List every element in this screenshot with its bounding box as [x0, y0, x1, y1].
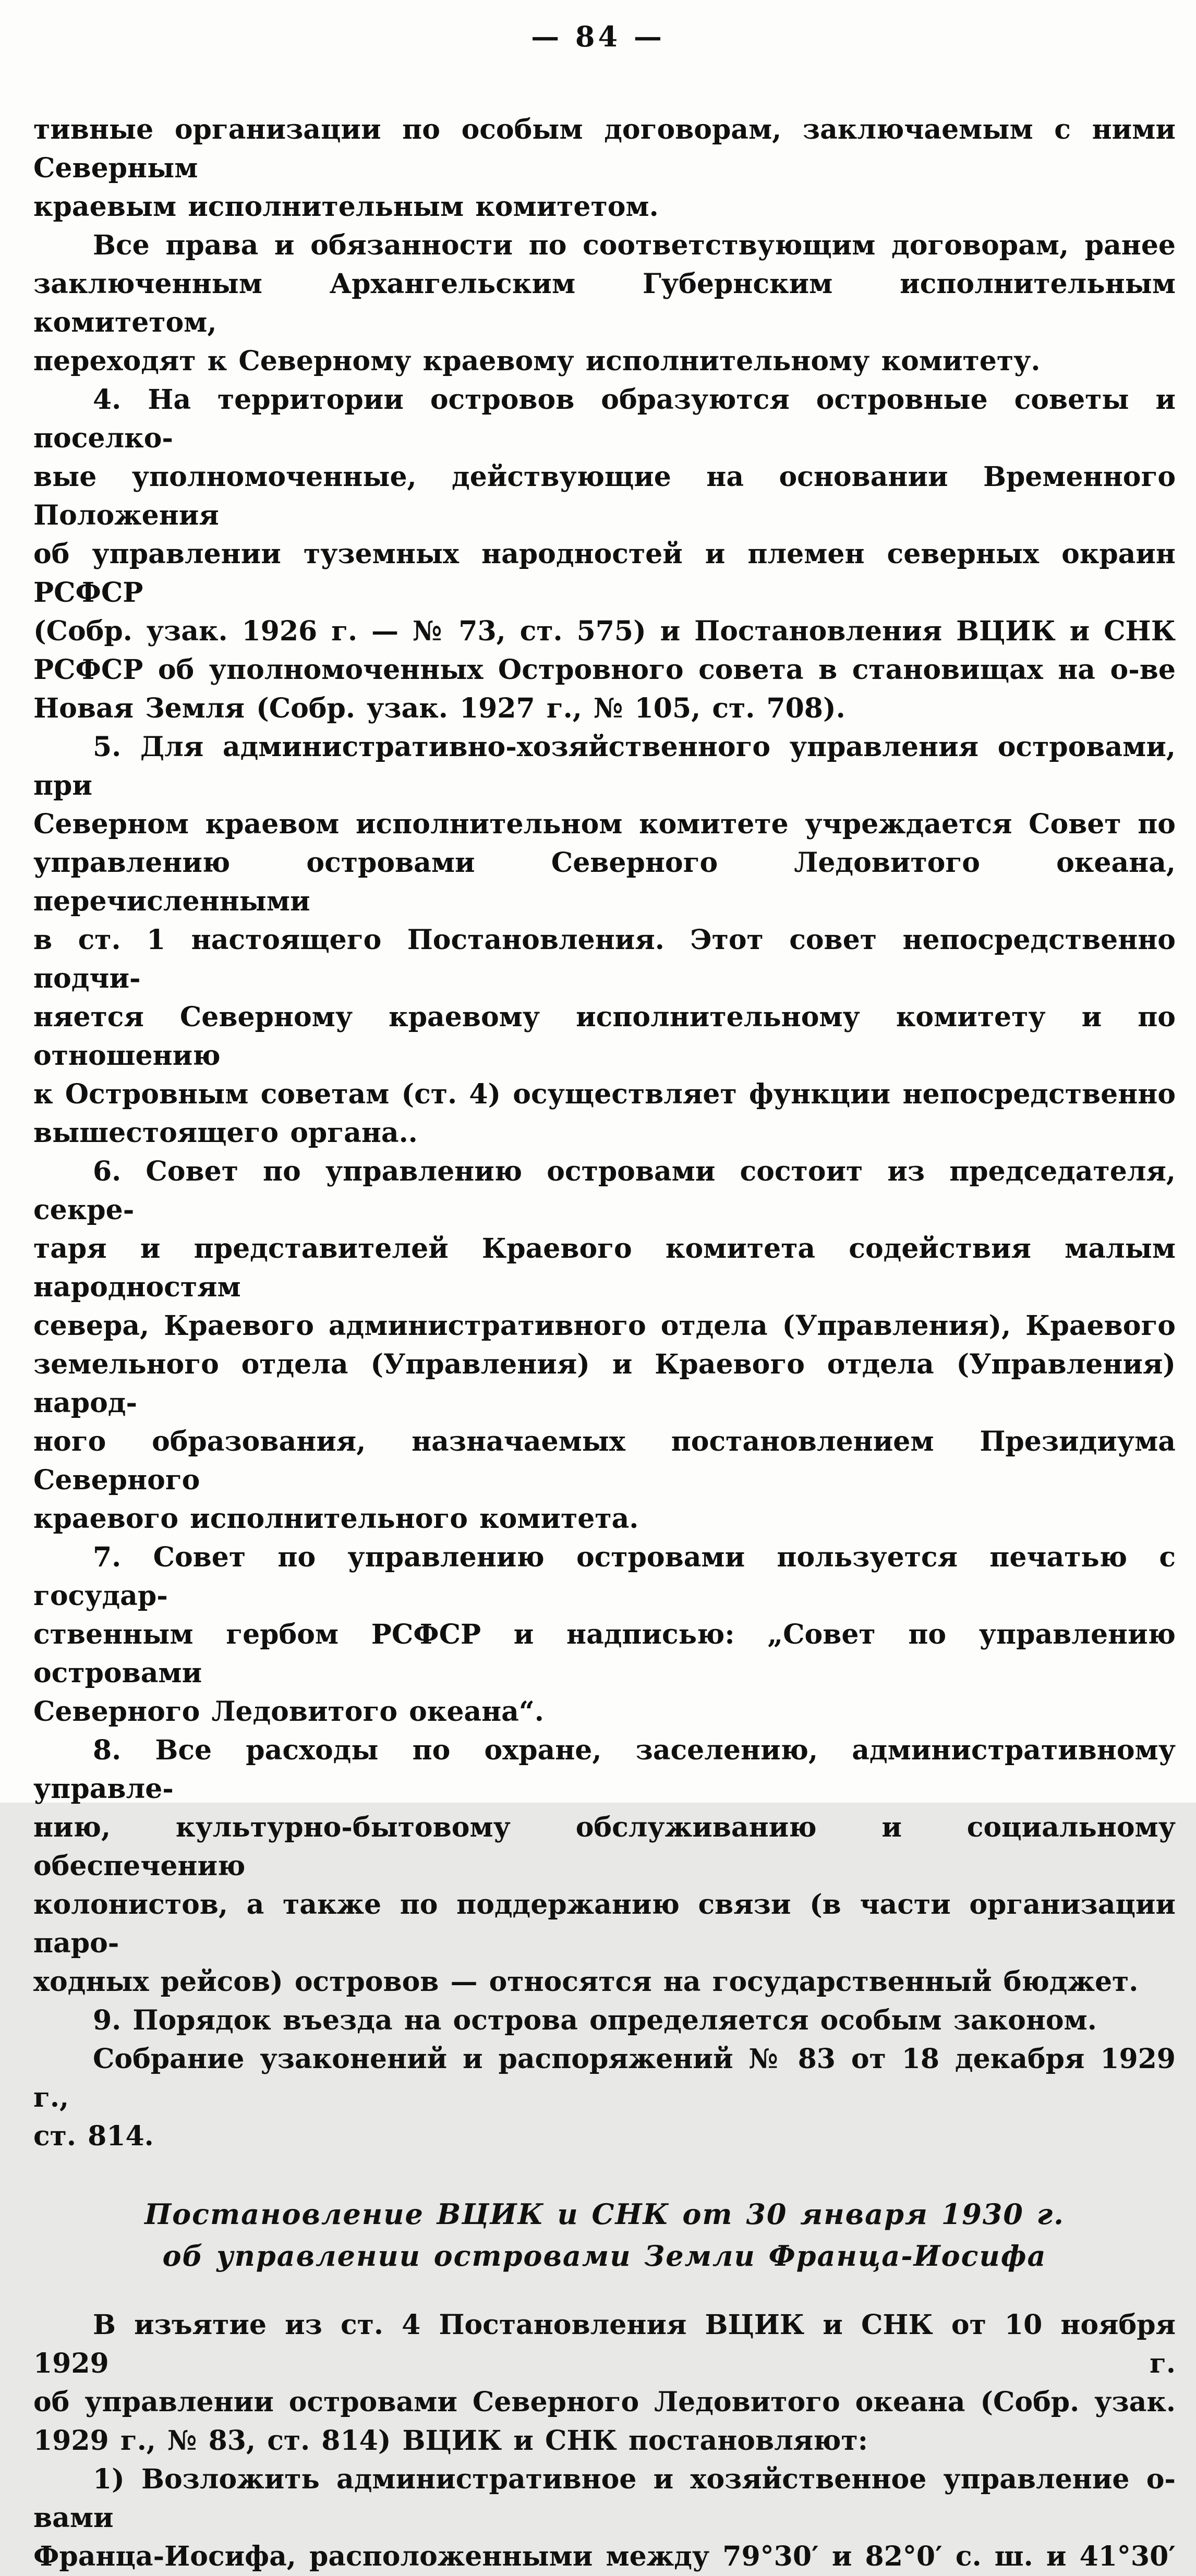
text-line: краевого исполнительного комитета.: [33, 1503, 639, 1535]
text-line: 9. Порядок въезда на острова определяется особым законом.: [93, 2004, 1097, 2036]
text-line: переходят к Северному краевому исполнительному комитету.: [33, 345, 1041, 377]
text-line: (Собр. узак. 1926 г. — № 73, ст. 575) и Постановления ВЦИК и СНК: [33, 615, 1176, 647]
text-line: Все права и обязанности по соответствующим договорам, ранее: [93, 229, 1176, 261]
text-line: ст. 814.: [33, 2120, 154, 2152]
text-line: Северном краевом исполнительном комитете учреждается Совет по: [33, 808, 1176, 840]
text-line: ственным гербом РСФСР и надписью: „Совет по управлению островами: [33, 1619, 1176, 1689]
text-line: колонистов, а также по поддержанию связи (в части организации паро-: [33, 1889, 1176, 1959]
text-line: управлению островами Северного Ледовитого океана, перечисленными: [33, 847, 1176, 917]
text-line: в ст. 1 настоящего Постановления. Этот совет непосредственно подчи-: [33, 924, 1176, 994]
text-line: об управлении островами Северного Ледовитого океана (Собр. узак.: [33, 2386, 1176, 2418]
decree-heading-line: Постановление ВЦИК и СНК от 30 января 1930 г.: [144, 2197, 1065, 2231]
text-line: 1) Возложить административное и хозяйственное управление о-вами: [33, 2463, 1176, 2534]
text-line: Собрание узаконений и распоряжений № 83 от 18 декабря 1929 г.,: [33, 2043, 1176, 2113]
text-line: вышестоящего органа..: [33, 1117, 418, 1149]
text-line: об управлении туземных народностей и племен северных окраин РСФСР: [33, 538, 1176, 609]
text-line: Новая Земля (Собр. узак. 1927 г., № 105, ст. 708).: [33, 692, 845, 724]
text-line: В изъятие из ст. 4 Постановления ВЦИК и СНК от 10 ноября 1929 г.: [33, 2309, 1176, 2379]
text-line: земельного отдела (Управления) и Краевого отдела (Управления) народ-: [33, 1348, 1176, 1419]
text-line: тивные организации по особым договорам, заключаемым с ними Северным: [33, 114, 1176, 184]
text-line: ного образования, назначаемых постановлением Президиума Северного: [33, 1426, 1176, 1496]
text-line: 8. Все расходы по охране, заселению, административному управле-: [33, 1734, 1176, 1805]
text-line: нию, культурно-бытовому обслуживанию и социальному обеспечению: [33, 1812, 1176, 1882]
decree-heading-line: об управлении островами Земли Франца-Иосифа: [162, 2239, 1047, 2273]
text-line: няется Северному краевому исполнительному комитету и по отношению: [33, 1001, 1176, 1072]
text-line: севера, Краевого административного отдела (Управления), Краевого: [33, 1310, 1176, 1342]
text-line: таря и представителей Краевого комитета содействия малым народностям: [33, 1233, 1176, 1303]
text-line: вые уполномоченные, действующие на основании Временного Положения: [33, 461, 1176, 531]
text-line: 1929 г., № 83, ст. 814) ВЦИК и СНК постановляют:: [33, 2425, 868, 2457]
text-line: Северного Ледовитого океана“.: [33, 1696, 544, 1728]
text-line: 7. Совет по управлению островами пользуется печатью с государ-: [33, 1541, 1176, 1612]
text-line: РСФСР об уполномоченных Островного совета в становищах на о-ве: [33, 654, 1176, 686]
text-line: заключенным Архангельским Губернским исполнительным комитетом,: [33, 268, 1176, 338]
document-body: [33, 111, 1176, 2576]
text-line: краевым исполнительным комитетом.: [33, 191, 659, 223]
text-line: ходных рейсов) островов — относятся на государственный бюджет.: [33, 1966, 1139, 1998]
text-line: Франца-Иосифа, расположенными между 79°30′ и 82°0′ с. ш. и 41°30′: [33, 2541, 1176, 2572]
text-line: 6. Совет по управлению островами состоит из председателя, секре-: [33, 1156, 1176, 1226]
text-line: 5. Для административно-хозяйственного управления островами, при: [33, 731, 1176, 801]
text-line: к Островным советам (ст. 4) осуществляет функции непосредственно: [33, 1078, 1176, 1110]
page-number: — 84 —: [531, 20, 665, 53]
text-line: 4. На территории островов образуются островные советы и поселко-: [33, 384, 1176, 454]
